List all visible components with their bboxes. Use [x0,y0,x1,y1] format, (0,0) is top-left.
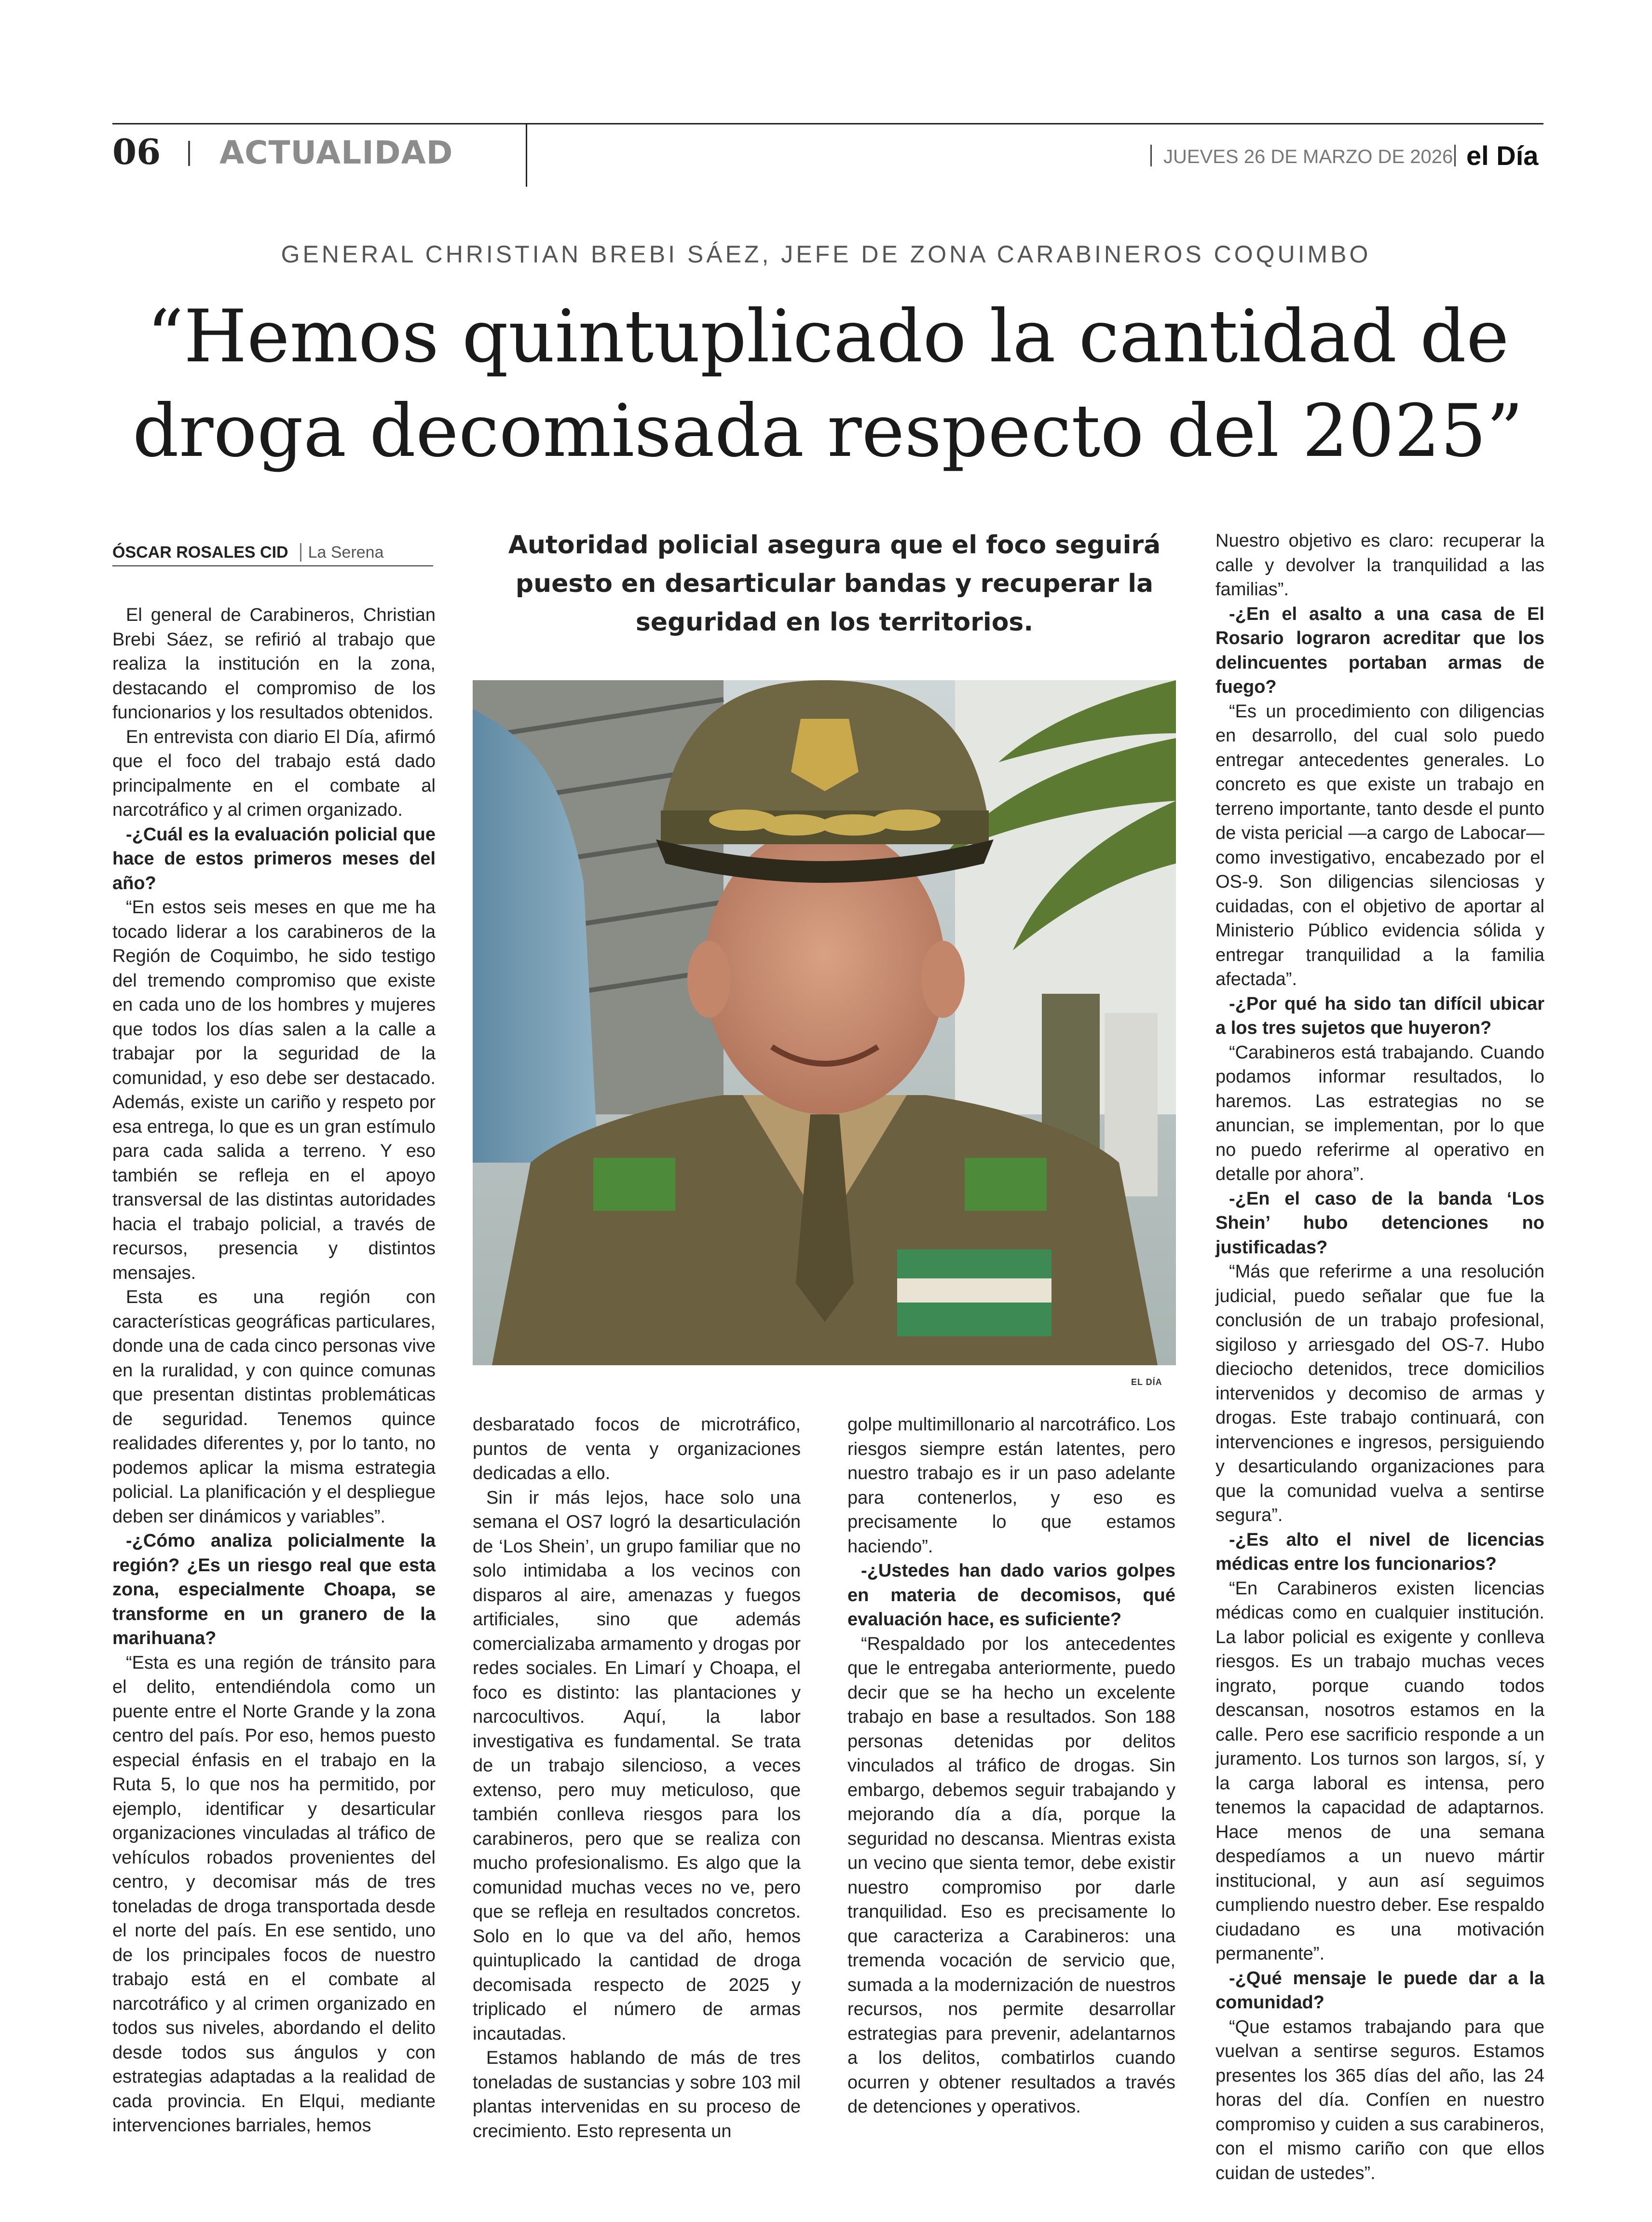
lapel-insignia [593,1158,675,1211]
byline [112,542,384,563]
article-column-1 [112,603,436,2138]
paragraph: “Carabineros está trabajando. Cuando podamos informar resultados, lo haremos. Las estrategias no se anuncian, se implementan, por lo que no puedo referirme al operativo en detalle por ahora”. [1215,1042,1544,1184]
article-column-4 [1215,529,1544,2185]
section-title: ACTUALIDAD [219,134,453,171]
issue-date: JUEVES 26 DE MARZO DE 2026 [1163,146,1453,167]
article-headline [112,289,1543,479]
paragraph: golpe multimillonario al narcotráfico. Los riesgos siempre están latentes, pero nuestro trabajo es ir un paso adelante para contenerlos, y eso es precisamente lo que estamos haciendo”. [847,1414,1175,1557]
officer-ear [687,941,731,1018]
interview-question: -¿Es alto el nivel de licencias médicas entre los funcionarios? [1215,1529,1544,1574]
paragraph: “En Carabineros existen licencias médicas como en cualquier institución. La labor policial es exigente y conlleva riesgos. Es un trabajo muchas veces ingrato, porque cuando todos descansan, nosotros estamos en la calle. Pero ese sacrificio responde a un juramento. Los turnos son largos, sí, y la carga laboral es intensa, pero tenemos la capacidad de adaptarnos. Hace menos de una semana despedíamos a un nuevo mártir institucional, y aun así seguimos cumpliendo nuestro deber. Ese respaldo ciudadano es una motivación permanente”. [1215,1578,1544,1964]
header-vertical-rule [526,123,527,187]
header-separator [1454,145,1456,166]
article-column-3 [847,1413,1175,2119]
paragraph: Sin ir más lejos, hace solo una semana el OS7 logró la desarticulación de ‘Los Shein’, un grupo familiar que no solo intimidaba a los vecinos con disparos al aire, amenazas y fuegos artificiales, sino que además comercializaba armamento y drogas por redes sociales. En Limarí y Choapa, el foco es distinto: las plantaciones y narcocultivos. Aquí, la labor investigativa es fundamental. Se trata de un trabajo silencioso, a veces extenso, pero muy meticuloso, que también conlleva riesgos para los carabineros, pero que se realiza con mucho profesionalismo. Es algo que la comunidad muchas veces no ve, pero que se refleja en resultados concretos. Solo en lo que va del año, hemos quintuplicado la cantidad de droga decomisada respecto de 2025 y triplicado el número de armas incautadas. [473,1487,801,2044]
officer-ear [921,941,965,1018]
interview-question: -¿Cómo analiza policialmente la región? ¿Es un riesgo real que esta zona, especialmente Choapa, se transforme en un granero de la marihuana? [112,1531,436,1648]
interview-question: -¿Por qué ha sido tan difícil ubicar a los tres sujetos que huyeron? [1215,993,1544,1038]
author-location: La Serena [300,543,384,562]
page-number: 06 [112,131,161,172]
header-top-rule [112,123,1543,124]
interview-question: -¿Ustedes han dado varios golpes en materia de decomisos, qué evaluación hace, es suficiente? [847,1561,1175,1630]
paragraph: “Más que referirme a una resolución judicial, puedo señalar que fue la conclusión de un trabajo profesional, sigiloso y arriesgado del OS-7. Hubo dieciocho detenidos, trece domicilios intervenidos y decomiso de armas y drogas. Este trabajo continuará, con intervenciones e ingresos, persiguiendo y desarticulando organizaciones para que la comunidad vuelva a sentirse segura”. [1215,1262,1544,1525]
interview-question: -¿Qué mensaje le puede dar a la comunidad? [1215,1968,1544,2013]
photo-credit: EL DÍA [1131,1377,1162,1387]
paragraph: Nuestro objetivo es claro: recuperar la calle y devolver la tranquilidad a las familias”. [1215,531,1544,600]
header-separator [188,141,190,166]
paragraph: Estamos hablando de más de tres toneladas de sustancias y sobre 103 mil plantas intervenidas en su proceso de crecimiento. Esto representa un [473,2048,801,2141]
headline-line-1: “Hemos quintuplicado la cantidad de [147,295,1509,379]
article-column-2 [473,1413,801,2143]
paragraph: Esta es una región con características geográficas particulares, donde una de cada cinco personas vive en la ruralidad, y con quince comunas que presentan distintas problemáticas de seguridad. Tenemos quince realidades diferentes y, por lo tanto, no podemos aplicar la misma estrategia policial. La planificación y el despliegue deben ser dinámicos y variables”. [112,1287,436,1527]
byline-rule [112,565,433,566]
paragraph: “Esta es una región de tránsito para el delito, entendiéndola como un puente entre el Norte Grande y la zona centro del país. Por eso, hemos puesto especial énfasis en el trabajo en la Ruta 5, lo que nos ha permitido, por ejemplo, identificar y desarticular organizaciones vinculadas al tráfico de vehículos robados provenientes del centro, y decomisar más de tres toneladas de droga transportada desde el norte del país. En ese sentido, uno de los principales focos de nuestro trabajo está en el combate al narcotráfico y al crimen organizado en todos sus niveles, abordando el delito desde todos sus ángulos y con estrategias adaptadas a la realidad de cada provincia. En Elqui, mediante intervenciones barriales, hemos [112,1652,436,2136]
author-name: ÓSCAR ROSALES CID [112,543,288,562]
paragraph: “Respaldado por los antecedentes que le entregaba anteriormente, puedo decir que se ha hecho un excelente trabajo en base a resultados. Son 188 personas detenidas por delitos vinculados al tráfico de drogas. Sin embargo, debemos seguir trabajando y mejorando día a día, porque la seguridad no descansa. Mientras exista un vecino que sienta temor, debe existir nuestro compromiso por darle tranquilidad. Eso es precisamente lo que caracteriza a Carabineros: una tremenda vocación de servicio que, sumada a la modernización de nuestros recursos, nos permite desarrollar estrategias para prevenir, adelantarnos a los delitos, combatirlos cuando ocurren y obtener resultados a través de detenciones y operativos. [847,1633,1175,2117]
header-separator [1150,145,1152,166]
article-deck: Autoridad policial asegura que el foco seguirá puesto en desarticular bandas y recuperar la seguridad en los territorios. [508,531,1161,637]
paragraph: En entrevista con diario El Día, afirmó que el foco del trabajo está dado principalmente en el combate al narcotráfico y al crimen organizado. [112,727,436,820]
interview-question: -¿Cuál es la evaluación policial que hace de estos primeros meses del año? [112,824,436,893]
medal-ribbons [897,1278,1051,1303]
paragraph: desbaratado focos de microtráfico, puntos de venta y organizaciones dedicadas a ello. [473,1414,801,1483]
paragraph: “Que estamos trabajando para que vuelvan a sentirse seguros. Estamos presentes los 365 días del año, las 24 horas del día. Confíen en nuestro compromiso y cuiden a sus carabineros, con el mismo cariño con que ellos cuidan de ustedes”. [1215,2016,1544,2183]
article-kicker: GENERAL CHRISTIAN BREBI SÁEZ, JEFE DE ZONA CARABINEROS COQUIMBO [281,241,1371,268]
headline-line-2: droga decomisada respecto del 2025” [132,389,1524,473]
interview-question: -¿En el asalto a una casa de El Rosario lograron acreditar que los delincuentes portaban armas de fuego? [1215,604,1544,697]
article-photo [473,680,1176,1365]
paragraph: “En estos seis meses en que me ha tocado liderar a los carabineros de la Región de Coquimbo, he sido testigo del tremendo compromiso que existe en cada uno de los hombres y mujeres que todos los días salen a la calle a trabajar por la seguridad de la comunidad, y eso debe ser destacado. Además, existe un cariño y respeto por esa entrega, lo que es un gran estímulo para cada salida a terreno. Y eso también se refleja en el apoyo transversal de las distintas autoridades hacia el trabajo policial, a través de recursos, presencia y distintos mensajes. [112,897,436,1283]
paragraph: El general de Carabineros, Christian Brebi Sáez, se refirió al trabajo que realiza la institución en la zona, destacando el compromiso de los funcionarios y los resultados obtenidos. [112,605,436,723]
newspaper-logo: el Día [1466,140,1539,171]
interview-question: -¿En el caso de la banda ‘Los Shein’ hubo detenciones no justificadas? [1215,1188,1544,1258]
paragraph: “Es un procedimiento con diligencias en desarrollo, del cual solo puedo entregar antecedentes generales. Lo concreto es que existe un trabajo en terreno importante, tanto desde el punto de vista pericial —a cargo de Labocar— como investigativo, encabezado por el OS-9. Son diligencias silenciosas y cuidadas, con el objetivo de aportar al Ministerio Público evidencia sólida y entregar tranquilidad a la familia afectada”. [1215,701,1544,989]
lapel-insignia [965,1158,1047,1211]
